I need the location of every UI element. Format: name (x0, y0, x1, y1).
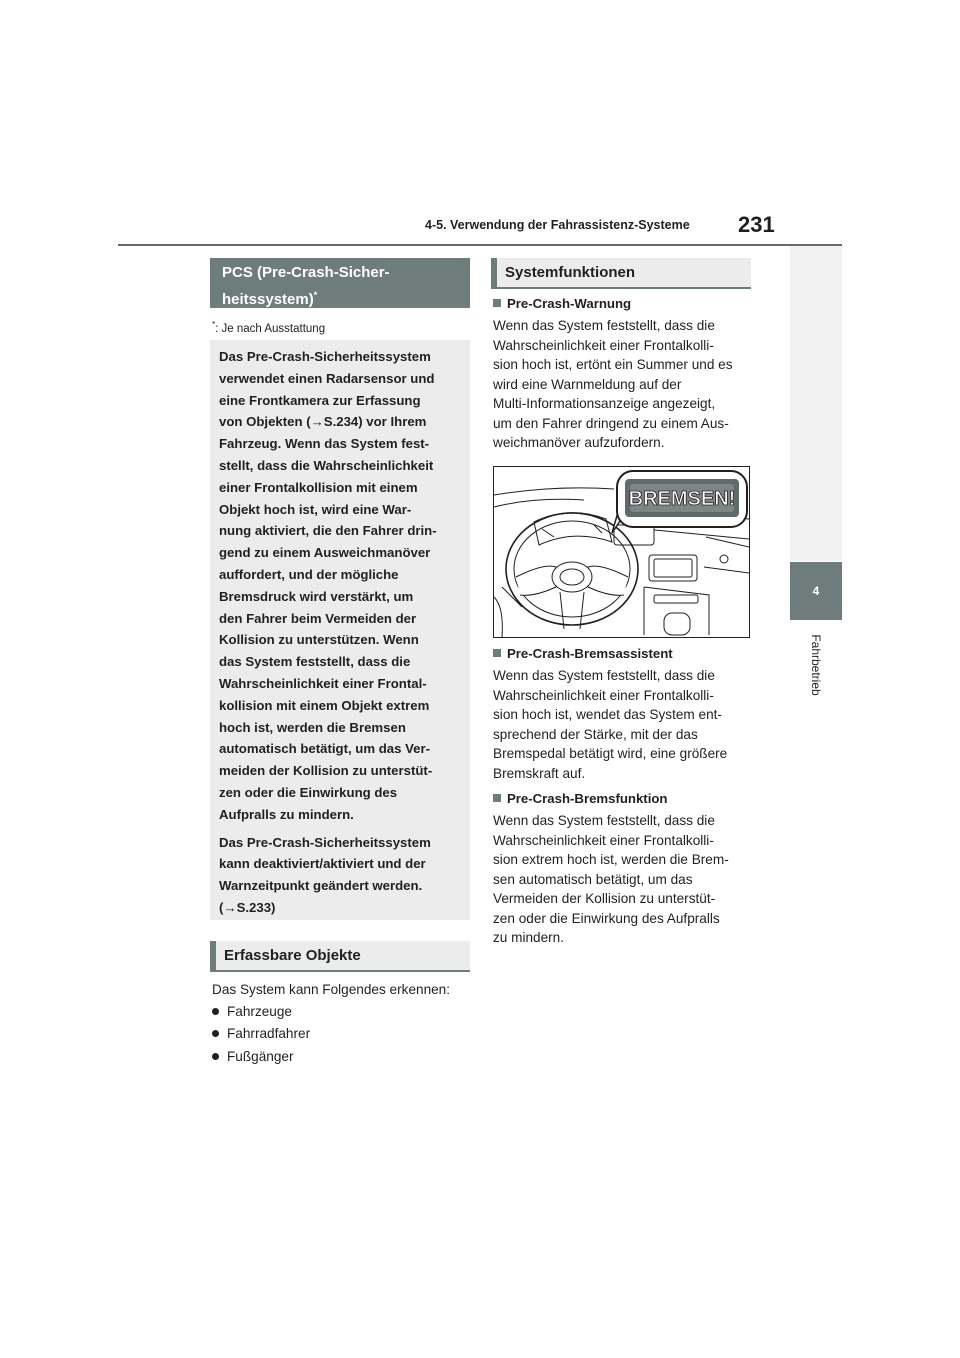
square-bullet-icon (493, 299, 501, 307)
intro-line: von Objekten (→S.234) vor Ihrem (219, 414, 427, 430)
intro-line: nung aktiviert, die den Fahrer drin- (219, 523, 437, 539)
intro-line: (→S.233) (219, 899, 276, 915)
text-line: sen automatisch betätigt, um das (493, 871, 693, 887)
text-line: Wenn das System feststellt, dass die (493, 813, 715, 828)
intro-line: eine Frontkamera zur Erfassung (219, 392, 421, 408)
text-line: sion extrem hoch ist, werden die Brem- (493, 852, 729, 867)
list-item (212, 1000, 462, 1023)
pcs-title-line2-wrap (222, 284, 470, 311)
text-line: um den Fahrer dringend zu einem Aus- (493, 415, 729, 431)
intro-line: kann deaktiviert/aktiviert und der (219, 856, 426, 872)
text-line: Bremskraft auf. (493, 765, 586, 781)
bullet-icon (212, 1053, 219, 1060)
intro-line: automatisch betätigt, um das Ver- (219, 741, 431, 757)
square-bullet-icon (493, 794, 501, 802)
intro-line: Wahrscheinlichkeit einer Frontal- (219, 675, 427, 691)
intro-line: stellt, dass die Wahrscheinlichkeit (219, 457, 434, 473)
text-line: zen oder die Einwirkung des Aufpralls (493, 910, 720, 926)
header-rule (118, 244, 842, 246)
pcs-intro-box (210, 340, 470, 920)
intro-line: Das Pre-Crash-Sicherheitssystem (219, 834, 431, 850)
text-line: Vermeiden der Kollision zu unterstüt- (493, 891, 716, 906)
square-bullet-icon (493, 649, 501, 657)
list-item-label: Fußgänger (227, 1048, 294, 1064)
brake-assist-heading (493, 644, 751, 662)
list-item-label: Fahrzeuge (227, 1003, 292, 1019)
brake-function-heading (493, 789, 751, 807)
intro-line: meiden der Kollision zu unterstüt- (219, 763, 433, 779)
warning-heading (493, 294, 751, 312)
text-line: zu mindern. (493, 930, 565, 945)
footnote-mark: * (212, 320, 216, 329)
bullet-icon (212, 1030, 219, 1037)
text-line: Wenn das System feststellt, dass die (493, 668, 715, 683)
list-item (212, 1045, 462, 1068)
text-line: weichmanöver aufzufordern. (493, 435, 665, 450)
intro-line: Objekt hoch ist, wird eine War- (219, 501, 412, 517)
intro-line: Bremsdruck wird verstärkt, um (219, 588, 414, 604)
text-line: Wahrscheinlichkeit einer Frontalkolli- (493, 687, 714, 703)
intro-line: Warnzeitpunkt geändert werden. (219, 878, 423, 894)
page-number: 231 (738, 212, 775, 237)
bullet-icon (212, 1008, 219, 1015)
intro-line: Kollision zu unterstützen. Wenn (219, 632, 419, 648)
footnote-text: : Je nach Ausstattung (215, 322, 326, 335)
text-line: sion hoch ist, ertönt ein Summer und es (493, 357, 733, 372)
brake-assist-heading-text: Pre-Crash-Bremsassistent (507, 645, 673, 661)
intro-line: hoch ist, werden die Bremsen (219, 719, 406, 735)
brake-function-heading-text: Pre-Crash-Bremsfunktion (507, 790, 668, 806)
pcs-title-mark: * (313, 290, 318, 300)
intro-line: verwendet einen Radarsensor und (219, 370, 435, 386)
text-line: Multi-Informationsanzeige angezeigt, (493, 396, 716, 411)
intro-line: gend zu einem Ausweichmanöver (219, 545, 431, 561)
list-item (212, 1023, 462, 1046)
detect-list (212, 1000, 462, 1068)
text-line: sion hoch ist, wendet das System ent- (493, 707, 722, 722)
dashboard-illustration (493, 466, 750, 638)
chapter-tab-label-text: Fahrbetrieb (809, 634, 823, 696)
chapter-tab-number: 4 (790, 562, 842, 620)
pcs-title-line2: heitssystem) (222, 291, 314, 308)
intro-line: zen oder die Einwirkung des (219, 784, 398, 800)
section-header-title: 4-5. Verwendung der Fahrassistenz-Systeme (425, 218, 690, 232)
brake-assist-text (493, 666, 751, 783)
intro-line: Fahrzeug. Wenn das System fest- (219, 436, 430, 452)
text-line: Bremspedal betätigt wird, eine größere (493, 746, 728, 761)
system-section-title: Systemfunktionen (491, 258, 751, 289)
text-line: Wenn das System feststellt, dass die (493, 318, 715, 333)
dashboard-drawing (494, 467, 749, 637)
detect-section-title: Erfassbare Objekte (210, 941, 470, 972)
intro-line: kollision mit einem Objekt extrem (219, 697, 430, 713)
pcs-title-line1: PCS (Pre-Crash-Sicher- (222, 264, 390, 281)
intro-line: Aufpralls zu mindern. (219, 806, 354, 822)
warning-heading-text: Pre-Crash-Warnung (507, 295, 632, 311)
warning-text (493, 316, 751, 453)
intro-line: Das Pre-Crash-Sicherheitssystem (219, 349, 431, 364)
intro-line: auffordert, und der mögliche (219, 566, 399, 582)
intro-line: einer Frontalkollision mit einem (219, 479, 418, 495)
bremsen-warning-text: BREMSEN! (628, 488, 736, 510)
footnote (212, 320, 325, 335)
pcs-section-title (210, 258, 470, 308)
pcs-intro-paragraph-2 (219, 832, 464, 919)
chapter-tab-label (789, 620, 843, 710)
intro-line: den Fahrer beim Vermeiden der (219, 610, 417, 626)
side-strip (790, 246, 842, 561)
intro-line: das System feststellt, dass die (219, 654, 411, 670)
detect-intro: Das System kann Folgendes erkennen: (212, 982, 451, 997)
text-line: wird eine Warnmeldung auf der (493, 376, 682, 392)
text-line: Wahrscheinlichkeit einer Frontalkolli- (493, 832, 714, 848)
brake-function-text (493, 811, 751, 948)
list-item-label: Fahrradfahrer (227, 1026, 311, 1042)
pcs-intro-paragraph-1 (219, 346, 464, 826)
text-line: Wahrscheinlichkeit einer Frontalkolli- (493, 337, 714, 353)
text-line: sprechend der Stärke, mit der das (493, 726, 698, 742)
